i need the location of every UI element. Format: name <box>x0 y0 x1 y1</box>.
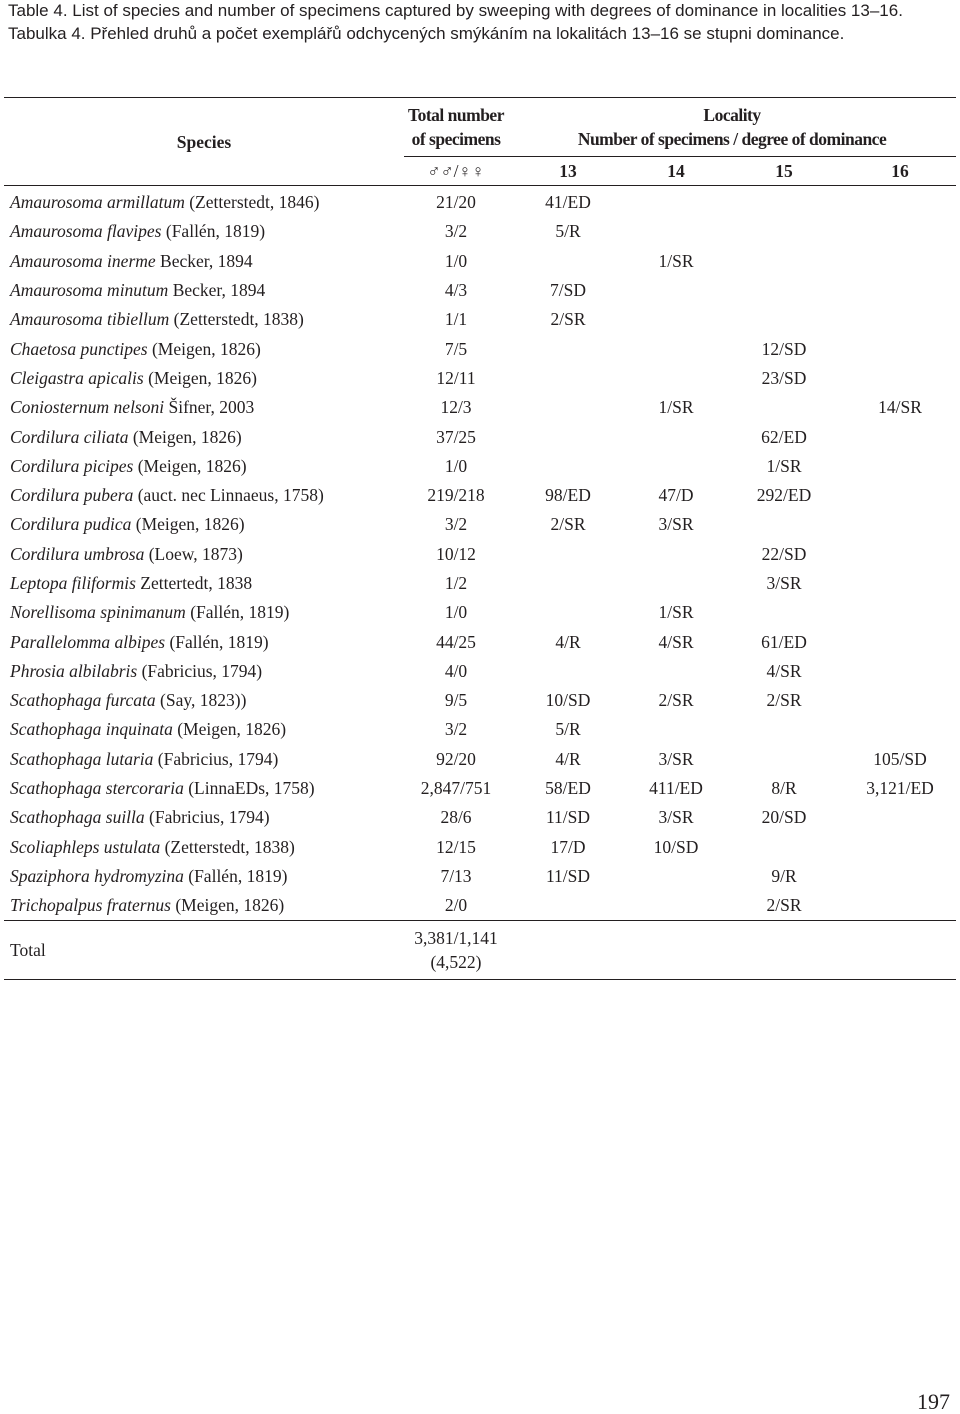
total-specimens-cell: 3/2 <box>444 514 468 535</box>
total-specimens-cell: 3/2 <box>444 719 468 740</box>
total-label: Total <box>4 921 404 980</box>
locality-16-cell <box>844 627 956 656</box>
total-specimens-cell: 28/6 <box>440 807 472 828</box>
total-specimens-cell: 7/5 <box>444 338 468 359</box>
locality-16-cell <box>844 569 956 598</box>
locality-13-cell: 4/R <box>555 748 581 769</box>
locality-15-cell: 23/SD <box>761 367 807 388</box>
species-name-cell <box>4 540 404 569</box>
header-total-line2: of specimens <box>411 129 501 149</box>
table-row <box>4 422 956 451</box>
locality-13-cell: 41/ED <box>545 192 591 213</box>
locality-16-cell <box>844 540 956 569</box>
species-author: (Fallén, 1819) <box>185 602 290 623</box>
locality-14-cell <box>628 657 724 686</box>
species-binomial: Amaurosoma flavipes <box>10 221 162 242</box>
locality-13-cell <box>508 540 628 569</box>
table-row <box>4 862 956 891</box>
page-number: 197 <box>917 1389 950 1414</box>
species-name-cell <box>4 774 404 803</box>
table-row <box>4 393 956 422</box>
locality-15-cell: 61/ED <box>761 631 807 652</box>
species-binomial: Scathophaga furcata <box>10 690 156 711</box>
species-name-cell <box>4 569 404 598</box>
species-binomial: Cordilura pudica <box>10 514 132 535</box>
locality-16-cell <box>844 481 956 510</box>
locality-15-cell: 1/SR <box>766 455 802 476</box>
species-binomial: Scathophaga suilla <box>10 807 145 828</box>
table-row <box>4 276 956 305</box>
species-name-cell <box>4 305 404 334</box>
locality-16-cell <box>844 247 956 276</box>
locality-14-cell: 3/SR <box>658 748 694 769</box>
species-binomial: Cleigastra apicalis <box>10 367 144 388</box>
header-locality <box>508 98 956 157</box>
table-row <box>4 540 956 569</box>
locality-13-cell: 2/SR <box>550 514 586 535</box>
locality-13-cell <box>508 393 628 422</box>
locality-14-cell <box>628 891 724 921</box>
header-locality-14: 14 <box>628 157 724 186</box>
locality-16-cell <box>844 803 956 832</box>
locality-14-cell: 2/SR <box>658 690 694 711</box>
table-row <box>4 186 956 218</box>
table-caption <box>8 0 953 45</box>
locality-13-cell: 2/SR <box>550 309 586 330</box>
locality-15-cell: 22/SD <box>761 543 807 564</box>
table-row <box>4 891 956 921</box>
locality-14-cell: 1/SR <box>658 250 694 271</box>
locality-16-cell <box>844 686 956 715</box>
locality-13-cell <box>508 569 628 598</box>
locality-15-cell <box>724 745 844 774</box>
locality-14-cell: 47/D <box>658 485 694 506</box>
locality-16-cell <box>844 715 956 744</box>
locality-13-cell: 5/R <box>555 221 581 242</box>
locality-16-cell <box>844 891 956 921</box>
locality-16-cell <box>844 510 956 539</box>
locality-13-cell: 10/SD <box>545 690 591 711</box>
table-row <box>4 247 956 276</box>
header-total-line1: Total number <box>408 105 504 125</box>
species-binomial: Chaetosa punctipes <box>10 338 148 359</box>
locality-14-cell: 1/SR <box>658 397 694 418</box>
total-specimens-cell: 219/218 <box>427 485 485 506</box>
total-specimens-cell: 3/2 <box>444 221 468 242</box>
total-specimens-cell: 1/0 <box>444 250 468 271</box>
species-binomial: Amaurosoma tibiellum <box>10 309 170 330</box>
locality-13-cell: 5/R <box>555 719 581 740</box>
locality-13-cell <box>508 598 628 627</box>
locality-14-cell <box>628 422 724 451</box>
locality-14-cell: 1/SR <box>658 602 694 623</box>
species-author: (Zetterstedt, 1846) <box>184 192 320 213</box>
total-specimens-cell: 12/3 <box>440 397 472 418</box>
species-author: (Fabricius, 1794) <box>137 660 263 681</box>
total-specimens-cell: 7/13 <box>440 865 472 886</box>
species-name-cell <box>4 393 404 422</box>
total-empty-16 <box>844 921 956 980</box>
locality-15-cell: 292/ED <box>756 485 812 506</box>
locality-16-cell <box>844 334 956 363</box>
total-specimens-cell: 1/0 <box>444 602 468 623</box>
locality-15-cell: 4/SR <box>766 660 802 681</box>
species-name-cell <box>4 186 404 218</box>
locality-14-cell <box>628 540 724 569</box>
species-name-cell <box>4 627 404 656</box>
species-name-cell <box>4 422 404 451</box>
locality-14-cell <box>628 276 724 305</box>
table-row <box>4 510 956 539</box>
header-locality-line1: Locality <box>703 105 761 125</box>
locality-15-cell <box>724 247 844 276</box>
locality-14-cell <box>628 334 724 363</box>
species-name-cell <box>4 276 404 305</box>
species-author: (Fallén, 1819) <box>161 221 266 242</box>
locality-16-cell: 14/SR <box>878 397 922 418</box>
table-row <box>4 334 956 363</box>
species-name-cell <box>4 715 404 744</box>
species-binomial: Scathophaga lutaria <box>10 748 154 769</box>
species-author: (Meigen, 1826) <box>131 514 245 535</box>
locality-13-cell <box>508 422 628 451</box>
table-row <box>4 364 956 393</box>
locality-16-cell <box>844 364 956 393</box>
species-binomial: Cordilura pubera <box>10 485 134 506</box>
total-value-line1: 3,381/1,141 <box>414 928 498 949</box>
species-author: (Fallén, 1819) <box>183 865 288 886</box>
locality-14-cell <box>628 715 724 744</box>
species-name-cell <box>4 862 404 891</box>
locality-15-cell <box>724 833 844 862</box>
species-author: Zettertedt, 1838 <box>135 573 253 593</box>
species-author: (auct. nec Linnaeus, 1758) <box>133 485 324 506</box>
species-binomial: Leptopa filiformis <box>10 573 136 593</box>
total-specimens-cell: 4/3 <box>444 280 468 301</box>
species-author: (Meigen, 1826) <box>147 338 261 359</box>
species-name-cell <box>4 686 404 715</box>
locality-16-cell <box>844 598 956 627</box>
total-specimens-cell: 2/0 <box>444 895 468 916</box>
species-binomial: Coniosternum nelsoni <box>10 397 165 418</box>
species-author: (Fallén, 1819) <box>165 631 269 652</box>
species-name-cell <box>4 217 404 246</box>
species-author: (Fabricius, 1794) <box>153 748 279 769</box>
species-binomial: Cordilura ciliata <box>10 426 129 447</box>
locality-15-cell: 2/SR <box>766 895 802 916</box>
table-row <box>4 686 956 715</box>
table-row <box>4 598 956 627</box>
species-binomial: Cordilura picipes <box>10 455 134 476</box>
locality-16-cell <box>844 217 956 246</box>
locality-16-cell <box>844 422 956 451</box>
locality-13-cell: 58/ED <box>545 778 591 799</box>
species-binomial: Phrosia albilabris <box>10 660 138 681</box>
locality-15-cell: 8/R <box>771 778 797 799</box>
locality-13-cell: 11/SD <box>545 807 591 828</box>
locality-13-cell <box>508 891 628 921</box>
locality-15-cell <box>724 393 844 422</box>
species-binomial: Spaziphora hydromyzina <box>10 865 184 886</box>
total-specimens-cell: 1/1 <box>444 309 468 330</box>
locality-13-cell <box>508 657 628 686</box>
locality-14-cell <box>628 305 724 334</box>
locality-15-cell: 2/SR <box>766 690 802 711</box>
locality-14-cell <box>628 862 724 891</box>
total-specimens-cell: 1/2 <box>444 573 468 593</box>
species-author: (LinnaEDs, 1758) <box>183 778 315 799</box>
species-binomial: Trichopalpus fraternus <box>10 895 171 916</box>
total-specimens-cell: 2,847/751 <box>420 778 492 799</box>
species-author: (Meigen, 1826) <box>170 895 285 916</box>
total-value-line2: (4,522) <box>430 952 482 973</box>
table-row <box>4 627 956 656</box>
total-specimens-cell: 21/20 <box>436 192 476 213</box>
species-name-cell <box>4 598 404 627</box>
species-author: (Meigen, 1826) <box>128 426 242 447</box>
table-header <box>4 98 956 186</box>
species-author: Šifner, 2003 <box>164 397 255 418</box>
species-binomial: Cordilura umbrosa <box>10 543 145 564</box>
locality-13-cell <box>508 364 628 393</box>
species-binomial: Amaurosoma inerme <box>10 250 156 271</box>
table-row <box>4 217 956 246</box>
locality-14-cell <box>628 569 724 598</box>
locality-16-cell <box>844 305 956 334</box>
species-binomial: Amaurosoma armillatum <box>10 192 185 213</box>
locality-13-cell: 4/R <box>555 631 581 652</box>
locality-14-cell: 10/SD <box>653 836 699 857</box>
locality-14-cell: 3/SR <box>658 514 694 535</box>
total-row <box>4 921 956 980</box>
species-binomial: Amaurosoma minutum <box>10 280 169 301</box>
species-table <box>4 97 956 980</box>
locality-16-cell <box>844 186 956 218</box>
table-row <box>4 452 956 481</box>
header-locality-16: 16 <box>844 157 956 186</box>
species-name-cell <box>4 364 404 393</box>
total-empty-13 <box>508 921 628 980</box>
table-row <box>4 833 956 862</box>
species-author: (Meigen, 1826) <box>172 719 287 740</box>
locality-14-cell <box>628 186 724 218</box>
locality-14-cell <box>628 217 724 246</box>
locality-15-cell: 20/SD <box>761 807 807 828</box>
locality-16-cell: 3,121/ED <box>866 778 934 799</box>
header-total-number <box>404 98 508 157</box>
species-author: Becker, 1894 <box>155 250 253 271</box>
species-name-cell <box>4 334 404 363</box>
species-name-cell <box>4 247 404 276</box>
locality-15-cell <box>724 217 844 246</box>
locality-13-cell: 98/ED <box>545 485 591 506</box>
locality-15-cell <box>724 276 844 305</box>
header-locality-13: 13 <box>508 157 628 186</box>
locality-13-cell: 7/SD <box>550 280 586 301</box>
locality-14-cell: 411/ED <box>649 778 703 799</box>
locality-15-cell <box>724 715 844 744</box>
locality-13-cell <box>508 334 628 363</box>
species-binomial: Parallelomma albipes <box>10 631 166 652</box>
locality-16-cell <box>844 452 956 481</box>
species-binomial: Scathophaga inquinata <box>10 719 173 740</box>
locality-16-cell <box>844 276 956 305</box>
locality-13-cell <box>508 247 628 276</box>
species-name-cell <box>4 891 404 921</box>
species-author: (Loew, 1873) <box>144 543 243 564</box>
species-name-cell <box>4 803 404 832</box>
species-author: (Zetterstedt, 1838) <box>169 309 304 330</box>
table-row <box>4 569 956 598</box>
species-name-cell <box>4 452 404 481</box>
table-row <box>4 481 956 510</box>
locality-15-cell: 3/SR <box>766 573 802 593</box>
header-locality-line2: Number of specimens / degree of dominance <box>577 129 887 149</box>
table-row <box>4 745 956 774</box>
total-specimens-cell: 4/0 <box>444 660 468 681</box>
table-row <box>4 803 956 832</box>
locality-15-cell: 9/R <box>771 865 797 886</box>
locality-16-cell <box>844 862 956 891</box>
species-name-cell <box>4 481 404 510</box>
species-author: (Zetterstedt, 1838) <box>160 836 295 857</box>
total-specimens-cell: 1/0 <box>444 455 468 476</box>
total-value <box>404 921 508 980</box>
species-name-cell <box>4 510 404 539</box>
table-row <box>4 657 956 686</box>
locality-14-cell <box>628 452 724 481</box>
caption-english: Table 4. List of species and number of specimens captured by sweeping with degrees of dominance in localities 13–16. <box>8 1 903 20</box>
locality-15-cell: 12/SD <box>761 338 807 359</box>
locality-15-cell <box>724 510 844 539</box>
total-empty-14 <box>628 921 724 980</box>
table-row <box>4 774 956 803</box>
locality-15-cell <box>724 598 844 627</box>
locality-13-cell <box>508 452 628 481</box>
locality-13-cell: 17/D <box>550 836 586 857</box>
table-row <box>4 715 956 744</box>
header-locality-15: 15 <box>724 157 844 186</box>
species-author: (Meigen, 1826) <box>143 367 257 388</box>
total-specimens-cell: 12/11 <box>436 367 476 388</box>
locality-16-cell <box>844 657 956 686</box>
total-specimens-cell: 92/20 <box>436 748 476 769</box>
locality-15-cell <box>724 186 844 218</box>
total-specimens-cell: 12/15 <box>436 836 476 857</box>
table-row <box>4 305 956 334</box>
species-author: Becker, 1894 <box>168 280 266 301</box>
species-binomial: Scathophaga stercoraria <box>10 778 184 799</box>
species-binomial: Scoliaphleps ustulata <box>10 836 161 857</box>
locality-13-cell: 11/SD <box>545 865 591 886</box>
locality-14-cell: 3/SR <box>658 807 694 828</box>
species-name-cell <box>4 745 404 774</box>
species-binomial: Norellisoma spinimanum <box>10 602 186 623</box>
species-author: (Say, 1823)) <box>155 690 247 711</box>
locality-14-cell <box>628 364 724 393</box>
locality-16-cell: 105/SD <box>873 748 927 769</box>
total-empty-15 <box>724 921 844 980</box>
locality-14-cell: 4/SR <box>658 631 694 652</box>
species-author: (Meigen, 1826) <box>133 455 247 476</box>
caption-czech: Tabulka 4. Přehled druhů a počet exemplářů odchycených smýkáním na lokalitách 13–16 se stupni dominance. <box>8 23 845 43</box>
table-body <box>4 186 956 980</box>
total-specimens-cell: 44/25 <box>436 631 476 652</box>
species-name-cell <box>4 833 404 862</box>
total-specimens-cell: 10/12 <box>436 543 476 564</box>
locality-15-cell <box>724 305 844 334</box>
total-specimens-cell: 9/5 <box>444 690 468 711</box>
locality-15-cell: 62/ED <box>761 426 807 447</box>
header-sex-ratio: ♂♂/♀♀ <box>404 157 508 186</box>
total-specimens-cell: 37/25 <box>436 426 476 447</box>
species-author: (Fabricius, 1794) <box>144 807 270 828</box>
header-species: Species <box>4 98 404 186</box>
locality-16-cell <box>844 833 956 862</box>
species-name-cell <box>4 657 404 686</box>
